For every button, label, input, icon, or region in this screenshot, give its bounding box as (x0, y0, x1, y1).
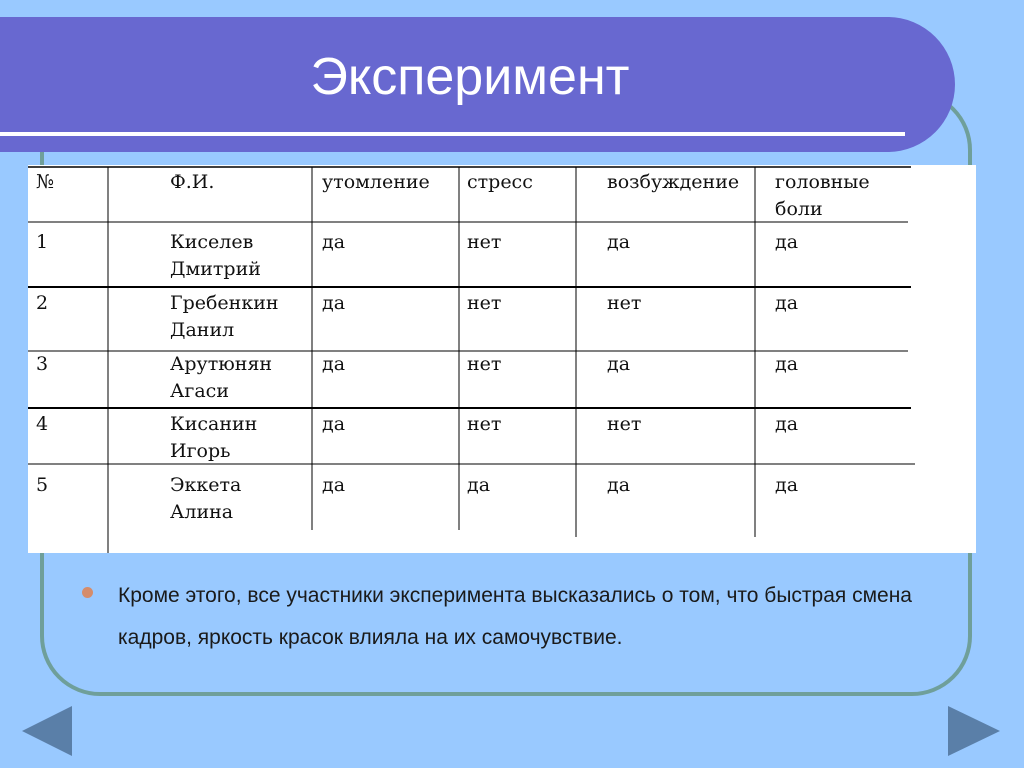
table-cell: да (607, 353, 631, 375)
header-number: № (36, 171, 54, 193)
table-cell: да (322, 231, 346, 253)
table-cell: да (775, 292, 799, 314)
table-cell: 1 (36, 231, 49, 253)
header-excitement: возбуждение (607, 171, 740, 193)
table-cell: нет (607, 292, 642, 314)
table-cell: 5 (36, 474, 49, 496)
table-cell: нет (467, 292, 502, 314)
table-cell: да (775, 413, 799, 435)
slide-title: Эксперимент (310, 48, 630, 106)
table-cell: Кисанин Игорь (170, 413, 258, 462)
table-cell: нет (607, 413, 642, 435)
bullet-text: Кроме этого, все участники эксперимента высказались о том, что быстрая смена кадров, яркость красок влияла на их самочувствие. (118, 584, 912, 649)
table-cell: Гребенкин Данил (170, 292, 279, 341)
title-underline (0, 132, 905, 136)
table-cell: да (322, 292, 346, 314)
header-fatigue: утомление (322, 171, 430, 193)
table-cell: 4 (36, 413, 49, 435)
table-cell: Киселев Дмитрий (170, 231, 261, 280)
triangle-right-icon[interactable] (946, 704, 1002, 758)
header-stress: стресс (467, 171, 533, 193)
table-cell: да (775, 474, 799, 496)
table-cell: нет (467, 413, 502, 435)
table-cell: да (322, 353, 346, 375)
table-cell: да (775, 353, 799, 375)
table-cell: да (322, 413, 346, 435)
header-headache: головные боли (775, 171, 870, 220)
table-cell: 2 (36, 292, 49, 314)
table-cell: да (607, 474, 631, 496)
header-name: Ф.И. (170, 171, 215, 193)
table-cell: Арутюнян Агаси (170, 353, 273, 402)
bullet-dot-icon (82, 587, 93, 598)
table-cell: нет (467, 353, 502, 375)
table-cell: Эккета Алина (170, 474, 242, 523)
experiment-table (28, 165, 976, 553)
table-cell: да (607, 231, 631, 253)
table-cell: нет (467, 231, 502, 253)
table-cell: да (322, 474, 346, 496)
table-cell: 3 (36, 353, 49, 375)
table-cell: да (467, 474, 491, 496)
triangle-left-icon[interactable] (20, 704, 74, 758)
table-cell: да (775, 231, 799, 253)
